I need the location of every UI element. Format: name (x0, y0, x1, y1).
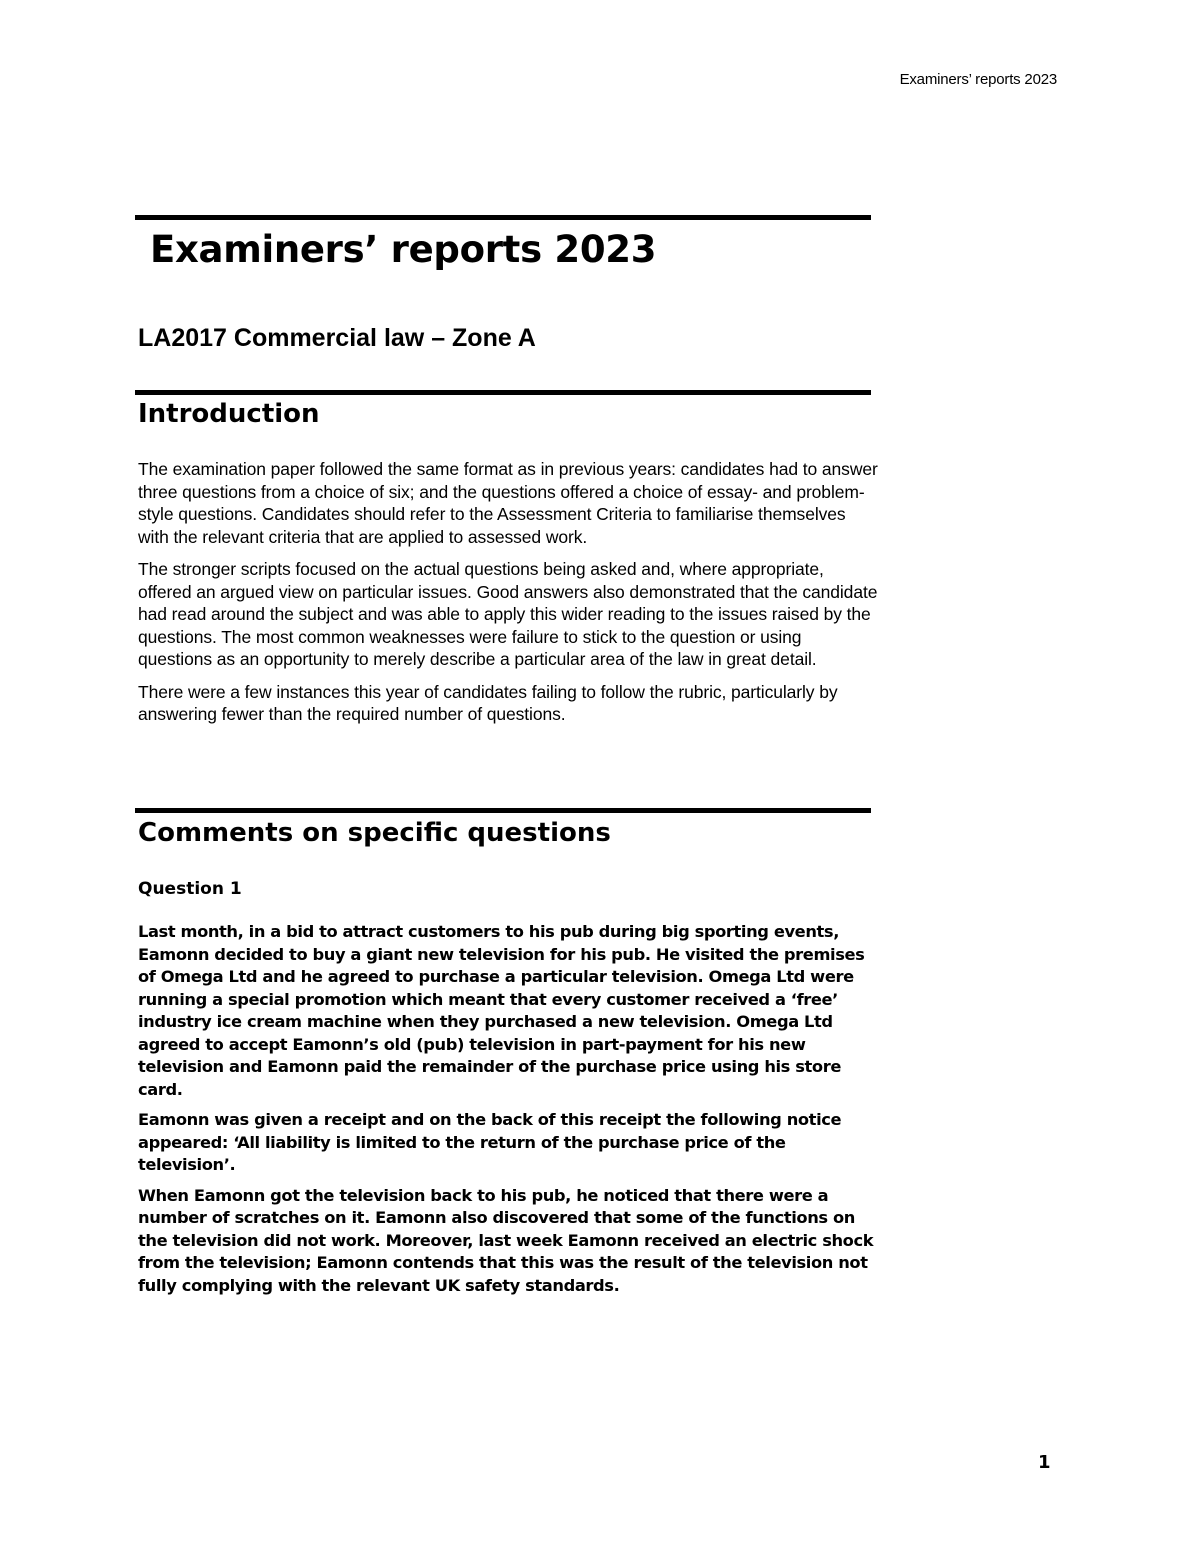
question-body (138, 921, 883, 1305)
introduction-paragraph: The examination paper followed the same format as in previous years: candidates had to answer three questions from a choice of six; and the questions offered a choice of essay- and problem-style questions. Candidates should refer to the Assessment Criteria to familiarise themselves with the relevant criteria that are applied to assessed work. (138, 459, 878, 547)
introduction-heading: Introduction (138, 399, 320, 429)
comments-heading: Comments on specific questions (138, 818, 611, 848)
question-label: Question 1 (138, 879, 242, 899)
introduction-paragraph: There were a few instances this year of candidates failing to follow the rubric, particularly by answering fewer than the required number of questions. (138, 681, 838, 724)
page-number: 1 (1038, 1452, 1051, 1473)
comments-rule (135, 808, 871, 813)
document-title: Examiners’ reports 2023 (150, 228, 657, 271)
introduction-body (138, 458, 878, 736)
question-paragraph: Last month, in a bid to attract customers to his pub during big sporting events, Eamonn decided to buy a giant new television for his pub. He visited the premises of Omega Ltd and he agreed to purchase a particular television. Omega Ltd were running a special promotion which meant that every customer received a ‘free’ industry ice cream machine when they purchased a new television. Omega Ltd agreed to accept Eamonn’s old (pub) television in part-payment for his new television and Eamonn paid the remainder of the purchase price using his store card. (138, 922, 865, 1099)
title-top-rule (135, 215, 871, 220)
introduction-rule (135, 390, 871, 395)
question-paragraph: When Eamonn got the television back to his pub, he noticed that there were a number of scratches on it. Eamonn also discovered that some of the functions on the television did not work. Moreover, last week Eamonn received an electric shock from the television; Eamonn contends that this was the result of the television not fully complying with the relevant UK safety standards. (138, 1185, 874, 1295)
course-subtitle: LA2017 Commercial law – Zone A (138, 324, 536, 352)
introduction-paragraph: The stronger scripts focused on the actual questions being asked and, where appropriate, offered an argued view on particular issues. Good answers also demonstrated that the candidate had read around the subject and was able to apply this wider reading to the issues raised by the questions. The most common weaknesses were failure to stick to the question or using questions as an opportunity to merely describe a particular area of the law in great detail. (138, 559, 878, 669)
running-header: Examiners’ reports 2023 (899, 71, 1057, 88)
question-paragraph: Eamonn was given a receipt and on the back of this receipt the following notice appeared: ‘All liability is limited to the return of the purchase price of the television’. (138, 1110, 842, 1174)
